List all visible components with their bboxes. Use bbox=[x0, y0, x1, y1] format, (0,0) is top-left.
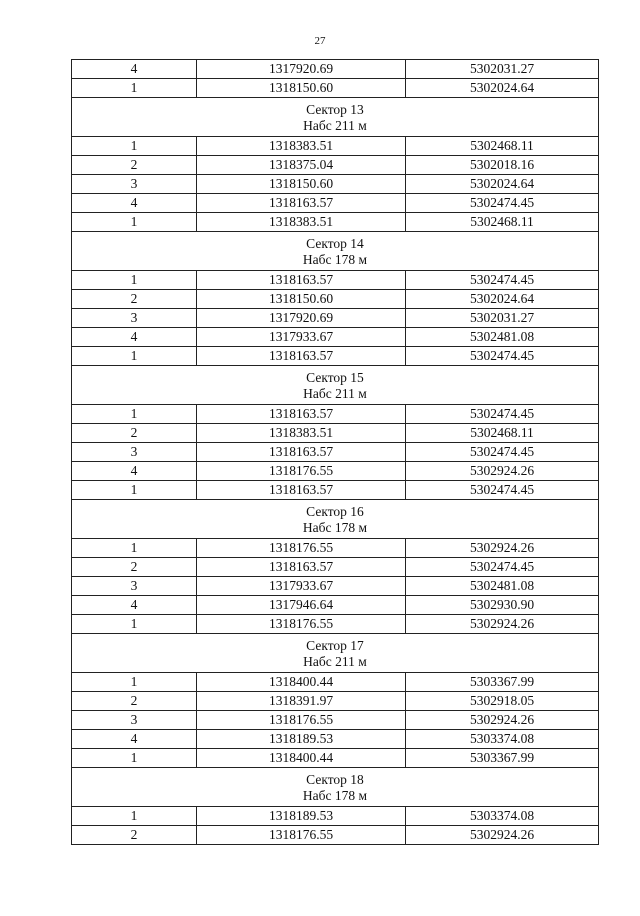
x-coordinate-cell: 1317933.67 bbox=[197, 577, 406, 596]
table-row bbox=[72, 711, 599, 730]
y-coordinate-cell: 5302474.45 bbox=[406, 347, 599, 366]
point-number-cell: 1 bbox=[72, 807, 197, 826]
y-coordinate-cell: 5302474.45 bbox=[406, 194, 599, 213]
y-coordinate-cell: 5302031.27 bbox=[406, 309, 599, 328]
table-row bbox=[72, 175, 599, 194]
x-coordinate-cell: 1318163.57 bbox=[197, 558, 406, 577]
x-coordinate-cell: 1318176.55 bbox=[197, 462, 406, 481]
table-row bbox=[72, 60, 599, 79]
y-coordinate-cell: 5302924.26 bbox=[406, 462, 599, 481]
point-number-cell: 2 bbox=[72, 156, 197, 175]
x-coordinate-cell: 1317946.64 bbox=[197, 596, 406, 615]
x-coordinate-cell: 1317920.69 bbox=[197, 60, 406, 79]
point-number-cell: 1 bbox=[72, 673, 197, 692]
y-coordinate-cell: 5302024.64 bbox=[406, 79, 599, 98]
y-coordinate-cell: 5302468.11 bbox=[406, 424, 599, 443]
table-row bbox=[72, 309, 599, 328]
point-number-cell: 1 bbox=[72, 271, 197, 290]
table-row bbox=[72, 137, 599, 156]
x-coordinate-cell: 1318176.55 bbox=[197, 539, 406, 558]
y-coordinate-cell: 5302018.16 bbox=[406, 156, 599, 175]
table-row bbox=[72, 213, 599, 232]
table-row bbox=[72, 615, 599, 634]
y-coordinate-cell: 5303367.99 bbox=[406, 673, 599, 692]
point-number-cell: 1 bbox=[72, 79, 197, 98]
sector-header-row bbox=[72, 98, 599, 137]
sector-header-row bbox=[72, 634, 599, 673]
point-number-cell: 4 bbox=[72, 60, 197, 79]
point-number-cell: 1 bbox=[72, 137, 197, 156]
table-row bbox=[72, 577, 599, 596]
y-coordinate-cell: 5302481.08 bbox=[406, 577, 599, 596]
table-row bbox=[72, 539, 599, 558]
point-number-cell: 3 bbox=[72, 309, 197, 328]
sector-title: Сектор 18 bbox=[306, 771, 364, 787]
sector-title: Сектор 16 bbox=[306, 503, 364, 519]
y-coordinate-cell: 5302918.05 bbox=[406, 692, 599, 711]
sector-header-row bbox=[72, 366, 599, 405]
x-coordinate-cell: 1318163.57 bbox=[197, 347, 406, 366]
sector-height: Набс 211 м bbox=[303, 385, 367, 401]
y-coordinate-cell: 5302924.26 bbox=[406, 539, 599, 558]
x-coordinate-cell: 1318163.57 bbox=[197, 271, 406, 290]
table-row bbox=[72, 730, 599, 749]
x-coordinate-cell: 1318176.55 bbox=[197, 615, 406, 634]
table-row bbox=[72, 290, 599, 309]
x-coordinate-cell: 1318400.44 bbox=[197, 749, 406, 768]
y-coordinate-cell: 5302474.45 bbox=[406, 271, 599, 290]
point-number-cell: 2 bbox=[72, 692, 197, 711]
sector-height: Набс 178 м bbox=[302, 251, 368, 267]
point-number-cell: 3 bbox=[72, 175, 197, 194]
point-number-cell: 4 bbox=[72, 596, 197, 615]
y-coordinate-cell: 5302924.26 bbox=[406, 826, 599, 845]
y-coordinate-cell: 5302481.08 bbox=[406, 328, 599, 347]
page-number: 27 bbox=[314, 35, 326, 47]
sector-header-cell bbox=[72, 500, 599, 539]
x-coordinate-cell: 1318150.60 bbox=[197, 79, 406, 98]
y-coordinate-cell: 5302474.45 bbox=[406, 405, 599, 424]
x-coordinate-cell: 1318189.53 bbox=[197, 730, 406, 749]
table-row bbox=[72, 328, 599, 347]
x-coordinate-cell: 1318150.60 bbox=[197, 175, 406, 194]
sector-height: Набс 178 м bbox=[302, 519, 368, 535]
sector-header-cell bbox=[72, 366, 599, 405]
coordinates-table bbox=[71, 59, 599, 845]
sector-title: Сектор 13 bbox=[306, 101, 364, 117]
table-row bbox=[72, 826, 599, 845]
point-number-cell: 3 bbox=[72, 711, 197, 730]
y-coordinate-cell: 5302024.64 bbox=[406, 175, 599, 194]
sector-header-cell bbox=[72, 98, 599, 137]
x-coordinate-cell: 1318163.57 bbox=[197, 443, 406, 462]
x-coordinate-cell: 1318150.60 bbox=[197, 290, 406, 309]
sector-header-row bbox=[72, 232, 599, 271]
point-number-cell: 4 bbox=[72, 730, 197, 749]
table-row bbox=[72, 558, 599, 577]
y-coordinate-cell: 5302474.45 bbox=[406, 443, 599, 462]
table-row bbox=[72, 347, 599, 366]
y-coordinate-cell: 5302930.90 bbox=[406, 596, 599, 615]
y-coordinate-cell: 5302474.45 bbox=[406, 558, 599, 577]
y-coordinate-cell: 5302468.11 bbox=[406, 137, 599, 156]
table-row bbox=[72, 462, 599, 481]
y-coordinate-cell: 5303367.99 bbox=[406, 749, 599, 768]
point-number-cell: 2 bbox=[72, 290, 197, 309]
y-coordinate-cell: 5302024.64 bbox=[406, 290, 599, 309]
x-coordinate-cell: 1318163.57 bbox=[197, 194, 406, 213]
x-coordinate-cell: 1318189.53 bbox=[197, 807, 406, 826]
x-coordinate-cell: 1318391.97 bbox=[197, 692, 406, 711]
table-row bbox=[72, 271, 599, 290]
x-coordinate-cell: 1317920.69 bbox=[197, 309, 406, 328]
point-number-cell: 1 bbox=[72, 481, 197, 500]
x-coordinate-cell: 1318383.51 bbox=[197, 137, 406, 156]
x-coordinate-cell: 1318176.55 bbox=[197, 826, 406, 845]
table-row bbox=[72, 673, 599, 692]
sector-height: Набс 178 м bbox=[302, 787, 368, 803]
x-coordinate-cell: 1318375.04 bbox=[197, 156, 406, 175]
y-coordinate-cell: 5302468.11 bbox=[406, 213, 599, 232]
table-row bbox=[72, 692, 599, 711]
x-coordinate-cell: 1318383.51 bbox=[197, 213, 406, 232]
y-coordinate-cell: 5302924.26 bbox=[406, 615, 599, 634]
sector-height: Набс 211 м bbox=[303, 117, 367, 133]
point-number-cell: 2 bbox=[72, 424, 197, 443]
y-coordinate-cell: 5303374.08 bbox=[406, 730, 599, 749]
sector-header-row bbox=[72, 500, 599, 539]
sector-header-cell bbox=[72, 634, 599, 673]
x-coordinate-cell: 1317933.67 bbox=[197, 328, 406, 347]
y-coordinate-cell: 5302924.26 bbox=[406, 711, 599, 730]
coordinates-table-body bbox=[72, 60, 599, 845]
table-row bbox=[72, 424, 599, 443]
table-row bbox=[72, 481, 599, 500]
point-number-cell: 1 bbox=[72, 405, 197, 424]
table-row bbox=[72, 405, 599, 424]
point-number-cell: 4 bbox=[72, 462, 197, 481]
sector-header-cell bbox=[72, 232, 599, 271]
table-row bbox=[72, 156, 599, 175]
table-row bbox=[72, 749, 599, 768]
x-coordinate-cell: 1318400.44 bbox=[197, 673, 406, 692]
point-number-cell: 1 bbox=[72, 539, 197, 558]
point-number-cell: 3 bbox=[72, 577, 197, 596]
y-coordinate-cell: 5302474.45 bbox=[406, 481, 599, 500]
table-row bbox=[72, 807, 599, 826]
point-number-cell: 4 bbox=[72, 328, 197, 347]
sector-header-cell bbox=[72, 768, 599, 807]
point-number-cell: 1 bbox=[72, 347, 197, 366]
point-number-cell: 2 bbox=[72, 558, 197, 577]
point-number-cell: 2 bbox=[72, 826, 197, 845]
x-coordinate-cell: 1318163.57 bbox=[197, 481, 406, 500]
x-coordinate-cell: 1318163.57 bbox=[197, 405, 406, 424]
point-number-cell: 1 bbox=[72, 749, 197, 768]
point-number-cell: 3 bbox=[72, 443, 197, 462]
x-coordinate-cell: 1318176.55 bbox=[197, 711, 406, 730]
sector-title: Сектор 17 bbox=[306, 637, 364, 653]
table-row bbox=[72, 194, 599, 213]
sector-height: Набс 211 м bbox=[303, 653, 367, 669]
y-coordinate-cell: 5303374.08 bbox=[406, 807, 599, 826]
sector-header-row bbox=[72, 768, 599, 807]
table-row bbox=[72, 596, 599, 615]
x-coordinate-cell: 1318383.51 bbox=[197, 424, 406, 443]
point-number-cell: 1 bbox=[72, 615, 197, 634]
table-row bbox=[72, 79, 599, 98]
table-row bbox=[72, 443, 599, 462]
y-coordinate-cell: 5302031.27 bbox=[406, 60, 599, 79]
sector-title: Сектор 14 bbox=[306, 235, 364, 251]
sector-title: Сектор 15 bbox=[306, 369, 364, 385]
point-number-cell: 4 bbox=[72, 194, 197, 213]
point-number-cell: 1 bbox=[72, 213, 197, 232]
